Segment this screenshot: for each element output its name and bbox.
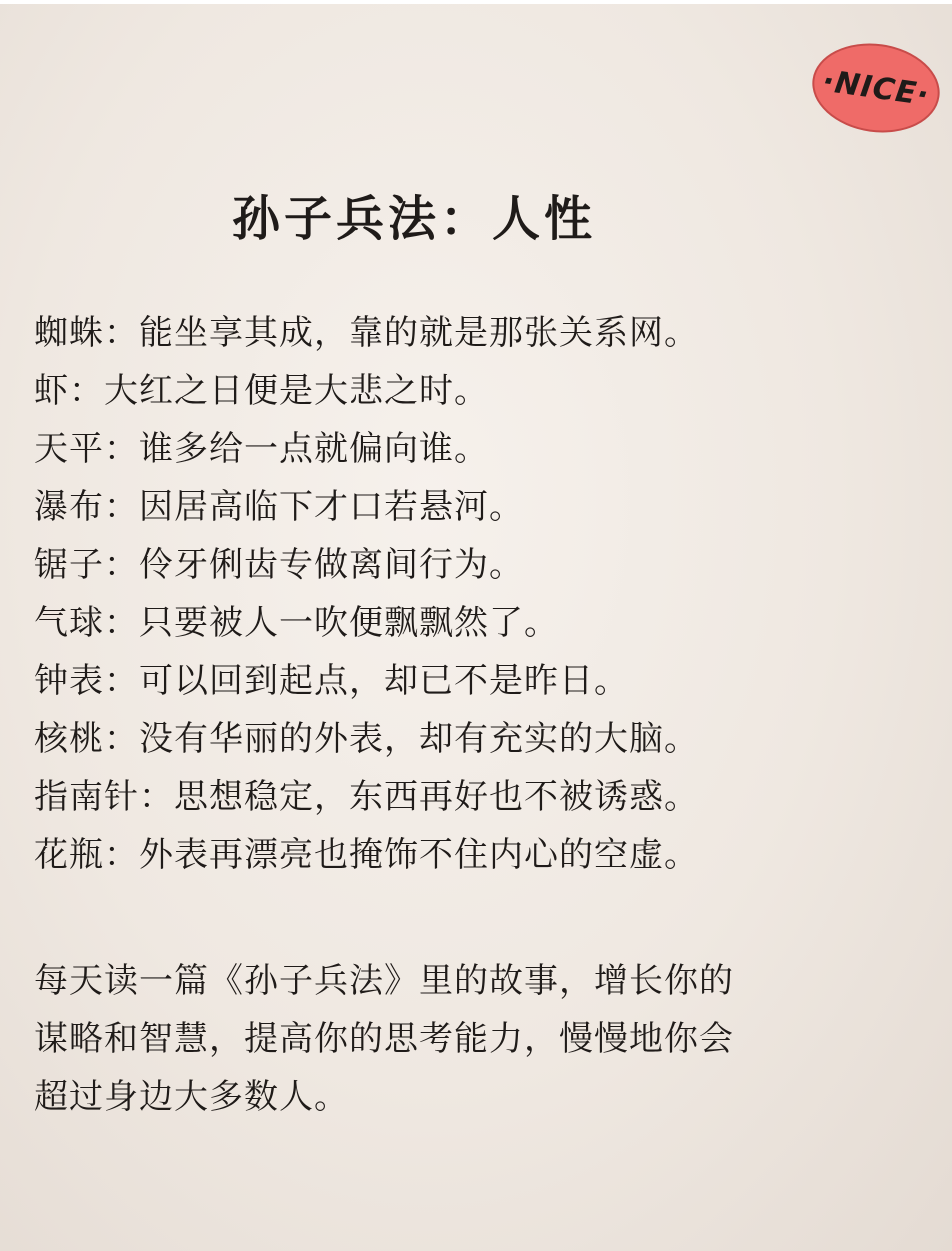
list-item: 虾：大红之日便是大悲之时。 [34, 371, 489, 411]
nice-stamp-text: ·NICE· [820, 63, 932, 113]
list-item: 核桃：没有华丽的外表，却有充实的大脑。 [34, 719, 699, 759]
summary-paragraph [34, 952, 914, 1126]
nice-stamp [806, 36, 945, 141]
list-item: 指南针：思想稳定，东西再好也不被诱惑。 [34, 777, 699, 817]
summary-line: 谋略和智慧，提高你的思考能力，慢慢地你会 [34, 1019, 734, 1059]
page-top-edge [0, 0, 952, 4]
list-item: 天平：谁多给一点就偏向谁。 [34, 429, 489, 469]
list-item: 瀑布：因居高临下才口若悬河。 [34, 487, 524, 527]
page-title: 孙子兵法：人性 [231, 191, 596, 247]
metaphor-list [34, 304, 934, 884]
list-item: 蜘蛛：能坐享其成，靠的就是那张关系网。 [34, 313, 699, 353]
summary-line: 超过身边大多数人。 [34, 1077, 349, 1117]
list-item: 钟表：可以回到起点，却已不是昨日。 [34, 661, 629, 701]
summary-line: 每天读一篇《孙子兵法》里的故事，增长你的 [34, 961, 734, 1001]
list-item: 锯子：伶牙俐齿专做离间行为。 [34, 545, 524, 585]
list-item: 气球：只要被人一吹便飘飘然了。 [34, 603, 559, 643]
list-item: 花瓶：外表再漂亮也掩饰不住内心的空虚。 [34, 835, 699, 875]
